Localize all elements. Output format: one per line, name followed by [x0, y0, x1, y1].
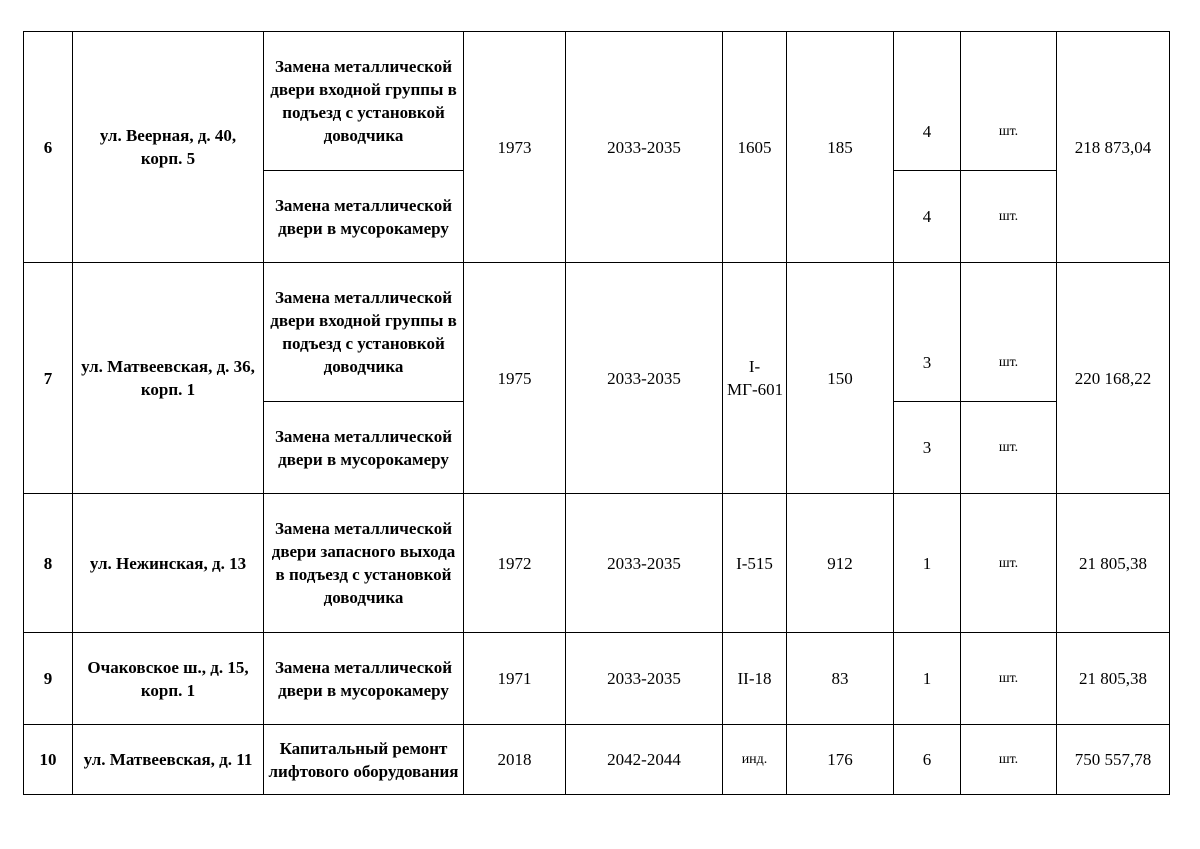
period-cell: 2033-2035	[566, 263, 723, 494]
series-cell: инд.	[723, 725, 787, 795]
apartments-cell: 912	[787, 494, 894, 633]
unit-cell: шт.	[961, 171, 1057, 263]
sum-cell: 21 805,38	[1057, 633, 1170, 725]
period-cell: 2033-2035	[566, 32, 723, 263]
work-description: Замена металлической двери в мусорокамеру	[264, 633, 464, 725]
work-description: Замена металлической двери в мусорокамеру	[264, 171, 464, 263]
unit-cell: шт.	[961, 725, 1057, 795]
table-row	[24, 725, 1170, 795]
work-description: Замена металлической двери в мусорокамеру	[264, 402, 464, 494]
unit-cell: шт.	[961, 402, 1057, 494]
series-cell: I-МГ-601	[723, 263, 787, 494]
table-row	[24, 32, 1170, 171]
apartments-cell: 150	[787, 263, 894, 494]
series-cell: 1605	[723, 32, 787, 263]
unit-cell: шт.	[961, 633, 1057, 725]
quantity-cell: 6	[894, 725, 961, 795]
build-year-cell: 1973	[464, 32, 566, 263]
work-description: Замена металлической двери входной группы в подъезд с установкой доводчика	[264, 32, 464, 171]
apartments-cell: 83	[787, 633, 894, 725]
work-description: Замена металлической двери запасного выхода в подъезд с установкой доводчика	[264, 494, 464, 633]
address-cell: ул. Матвеевская, д. 36, корп. 1	[73, 263, 264, 494]
row-number: 10	[24, 725, 73, 795]
unit-cell: шт.	[961, 32, 1057, 171]
address-cell: ул. Нежинская, д. 13	[73, 494, 264, 633]
sum-cell: 21 805,38	[1057, 494, 1170, 633]
row-number: 8	[24, 494, 73, 633]
series-cell: I-515	[723, 494, 787, 633]
build-year-cell: 1975	[464, 263, 566, 494]
quantity-cell: 4	[894, 32, 961, 171]
address-cell: Очаковское ш., д. 15, корп. 1	[73, 633, 264, 725]
row-number: 6	[24, 32, 73, 263]
capital-repair-table	[23, 31, 1170, 795]
address-cell: ул. Матвеевская, д. 11	[73, 725, 264, 795]
row-number: 7	[24, 263, 73, 494]
sum-cell: 750 557,78	[1057, 725, 1170, 795]
sum-cell: 220 168,22	[1057, 263, 1170, 494]
apartments-cell: 176	[787, 725, 894, 795]
build-year-cell: 1972	[464, 494, 566, 633]
period-cell: 2042-2044	[566, 725, 723, 795]
quantity-cell: 3	[894, 263, 961, 402]
period-cell: 2033-2035	[566, 494, 723, 633]
work-description: Капитальный ремонт лифтового оборудования	[264, 725, 464, 795]
unit-cell: шт.	[961, 494, 1057, 633]
table-row	[24, 633, 1170, 725]
table-row	[24, 263, 1170, 402]
table-row	[24, 494, 1170, 633]
quantity-cell: 1	[894, 494, 961, 633]
build-year-cell: 2018	[464, 725, 566, 795]
quantity-cell: 1	[894, 633, 961, 725]
sum-cell: 218 873,04	[1057, 32, 1170, 263]
work-description: Замена металлической двери входной группы в подъезд с установкой доводчика	[264, 263, 464, 402]
period-cell: 2033-2035	[566, 633, 723, 725]
quantity-cell: 4	[894, 171, 961, 263]
build-year-cell: 1971	[464, 633, 566, 725]
apartments-cell: 185	[787, 32, 894, 263]
address-cell: ул. Веерная, д. 40, корп. 5	[73, 32, 264, 263]
unit-cell: шт.	[961, 263, 1057, 402]
row-number: 9	[24, 633, 73, 725]
quantity-cell: 3	[894, 402, 961, 494]
series-cell: II-18	[723, 633, 787, 725]
